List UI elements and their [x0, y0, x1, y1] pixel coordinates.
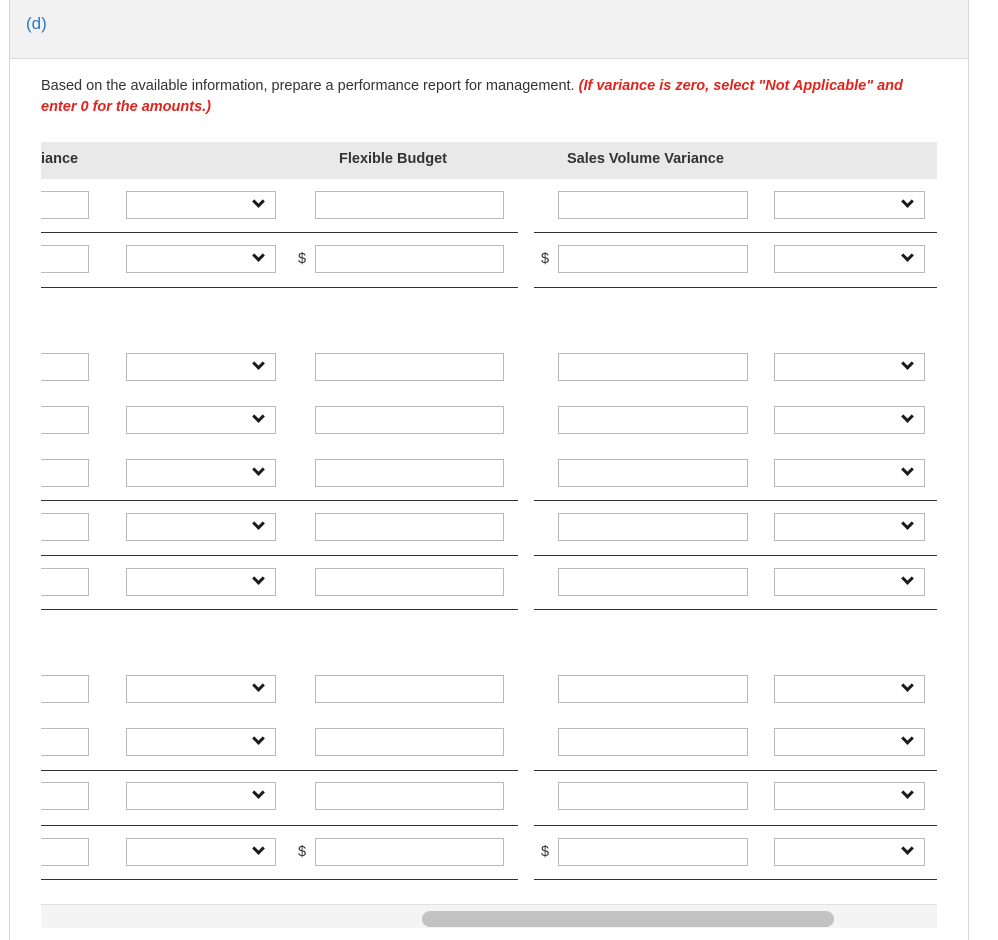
amount-input[interactable]: [41, 191, 89, 219]
report-table: [41, 142, 937, 928]
row-divider: [534, 555, 937, 556]
table-row: [41, 457, 937, 491]
chevron-down-icon: [252, 679, 265, 692]
instructions-note: (If variance is zero, select "Not Applicable" and enter 0 for the amounts.): [41, 78, 903, 115]
account-select[interactable]: [126, 459, 276, 487]
flexible-budget-input[interactable]: [315, 245, 504, 273]
row-divider: [41, 825, 518, 826]
sales-volume-variance-input[interactable]: [558, 353, 748, 381]
amount-input[interactable]: [41, 782, 89, 810]
flexible-budget-input[interactable]: [315, 675, 504, 703]
flexible-budget-column-header: Flexible Budget: [339, 151, 447, 167]
account-select[interactable]: [126, 513, 276, 541]
chevron-down-icon: [901, 517, 914, 530]
flexible-budget-input[interactable]: [315, 353, 504, 381]
row-divider: [534, 879, 937, 880]
table-row: [41, 780, 937, 814]
account-select[interactable]: [126, 406, 276, 434]
variance-type-select[interactable]: [774, 838, 925, 866]
variance-type-select[interactable]: [774, 245, 925, 273]
row-divider: [534, 770, 937, 771]
part-header: [10, 0, 968, 59]
row-divider: [534, 287, 937, 288]
amount-input[interactable]: [41, 459, 89, 487]
amount-input[interactable]: [41, 353, 89, 381]
chevron-down-icon: [901, 410, 914, 423]
flexible-budget-input[interactable]: [315, 191, 504, 219]
sales-volume-variance-input[interactable]: [558, 568, 748, 596]
variance-type-select[interactable]: [774, 406, 925, 434]
account-select[interactable]: [126, 191, 276, 219]
chevron-down-icon: [901, 732, 914, 745]
row-divider: [41, 232, 518, 233]
flexible-budget-input[interactable]: [315, 728, 504, 756]
variance-type-select[interactable]: [774, 568, 925, 596]
currency-symbol: $: [298, 844, 307, 860]
amount-input[interactable]: [41, 568, 89, 596]
instructions: [41, 76, 941, 118]
amount-input[interactable]: [41, 245, 89, 273]
row-divider: [534, 232, 937, 233]
amount-input[interactable]: [41, 838, 89, 866]
sales-volume-variance-input[interactable]: [558, 406, 748, 434]
account-select[interactable]: [126, 728, 276, 756]
chevron-down-icon: [252, 195, 265, 208]
row-divider: [534, 500, 937, 501]
chevron-down-icon: [901, 679, 914, 692]
sales-volume-variance-input[interactable]: [558, 513, 748, 541]
table-row: [41, 673, 937, 707]
amount-input[interactable]: [41, 675, 89, 703]
chevron-down-icon: [901, 249, 914, 262]
account-select[interactable]: [126, 245, 276, 273]
chevron-down-icon: [901, 195, 914, 208]
variance-type-select[interactable]: [774, 353, 925, 381]
table-row: [41, 351, 937, 385]
table-row: [41, 566, 937, 600]
row-divider: [41, 609, 518, 610]
variance-type-select[interactable]: [774, 728, 925, 756]
table-row: [41, 836, 937, 870]
sales-volume-variance-input[interactable]: [558, 782, 748, 810]
row-divider: [41, 555, 518, 556]
flexible-budget-input[interactable]: [315, 782, 504, 810]
variance-type-select[interactable]: [774, 513, 925, 541]
sales-volume-variance-input[interactable]: [558, 675, 748, 703]
row-divider: [41, 500, 518, 501]
table-row: [41, 404, 937, 438]
chevron-down-icon: [252, 463, 265, 476]
variance-type-select[interactable]: [774, 191, 925, 219]
row-divider: [41, 879, 518, 880]
currency-symbol: $: [298, 251, 307, 267]
row-divider: [534, 825, 937, 826]
account-select[interactable]: [126, 675, 276, 703]
account-select[interactable]: [126, 782, 276, 810]
table-row: [41, 511, 937, 545]
account-select[interactable]: [126, 838, 276, 866]
row-divider: [41, 770, 518, 771]
currency-symbol: $: [541, 251, 550, 267]
chevron-down-icon: [252, 572, 265, 585]
horizontal-scrollbar-thumb[interactable]: [422, 911, 834, 927]
account-select[interactable]: [126, 353, 276, 381]
table-row: [41, 189, 937, 223]
sales-volume-variance-input[interactable]: [558, 838, 748, 866]
variance-type-select[interactable]: [774, 675, 925, 703]
sales-volume-variance-input[interactable]: [558, 459, 748, 487]
chevron-down-icon: [901, 357, 914, 370]
chevron-down-icon: [252, 249, 265, 262]
account-select[interactable]: [126, 568, 276, 596]
question-panel: [9, 0, 969, 940]
flexible-budget-input[interactable]: [315, 513, 504, 541]
flexible-budget-input[interactable]: [315, 568, 504, 596]
amount-input[interactable]: [41, 406, 89, 434]
chevron-down-icon: [901, 463, 914, 476]
chevron-down-icon: [901, 842, 914, 855]
chevron-down-icon: [252, 410, 265, 423]
amount-input[interactable]: [41, 513, 89, 541]
variance-type-select[interactable]: [774, 782, 925, 810]
sales-volume-variance-input[interactable]: [558, 728, 748, 756]
row-divider: [534, 609, 937, 610]
chevron-down-icon: [252, 732, 265, 745]
variance-type-select[interactable]: [774, 459, 925, 487]
flexible-budget-input[interactable]: [315, 406, 504, 434]
chevron-down-icon: [901, 786, 914, 799]
amount-input[interactable]: [41, 728, 89, 756]
chevron-down-icon: [901, 572, 914, 585]
table-row: [41, 243, 937, 277]
variance-column-header: iance: [41, 151, 79, 167]
sales-volume-variance-input[interactable]: [558, 245, 748, 273]
flexible-budget-input[interactable]: [315, 838, 504, 866]
currency-symbol: $: [541, 844, 550, 860]
sales-volume-variance-column-header: Sales Volume Variance: [567, 151, 724, 167]
instructions-text: Based on the available information, prepare a performance report for management.: [41, 78, 575, 94]
column-header-bar: [41, 142, 937, 179]
sales-volume-variance-input[interactable]: [558, 191, 748, 219]
chevron-down-icon: [252, 842, 265, 855]
chevron-down-icon: [252, 517, 265, 530]
chevron-down-icon: [252, 357, 265, 370]
row-divider: [41, 287, 518, 288]
part-label: (d): [26, 14, 47, 33]
chevron-down-icon: [252, 786, 265, 799]
table-row: [41, 726, 937, 760]
flexible-budget-input[interactable]: [315, 459, 504, 487]
